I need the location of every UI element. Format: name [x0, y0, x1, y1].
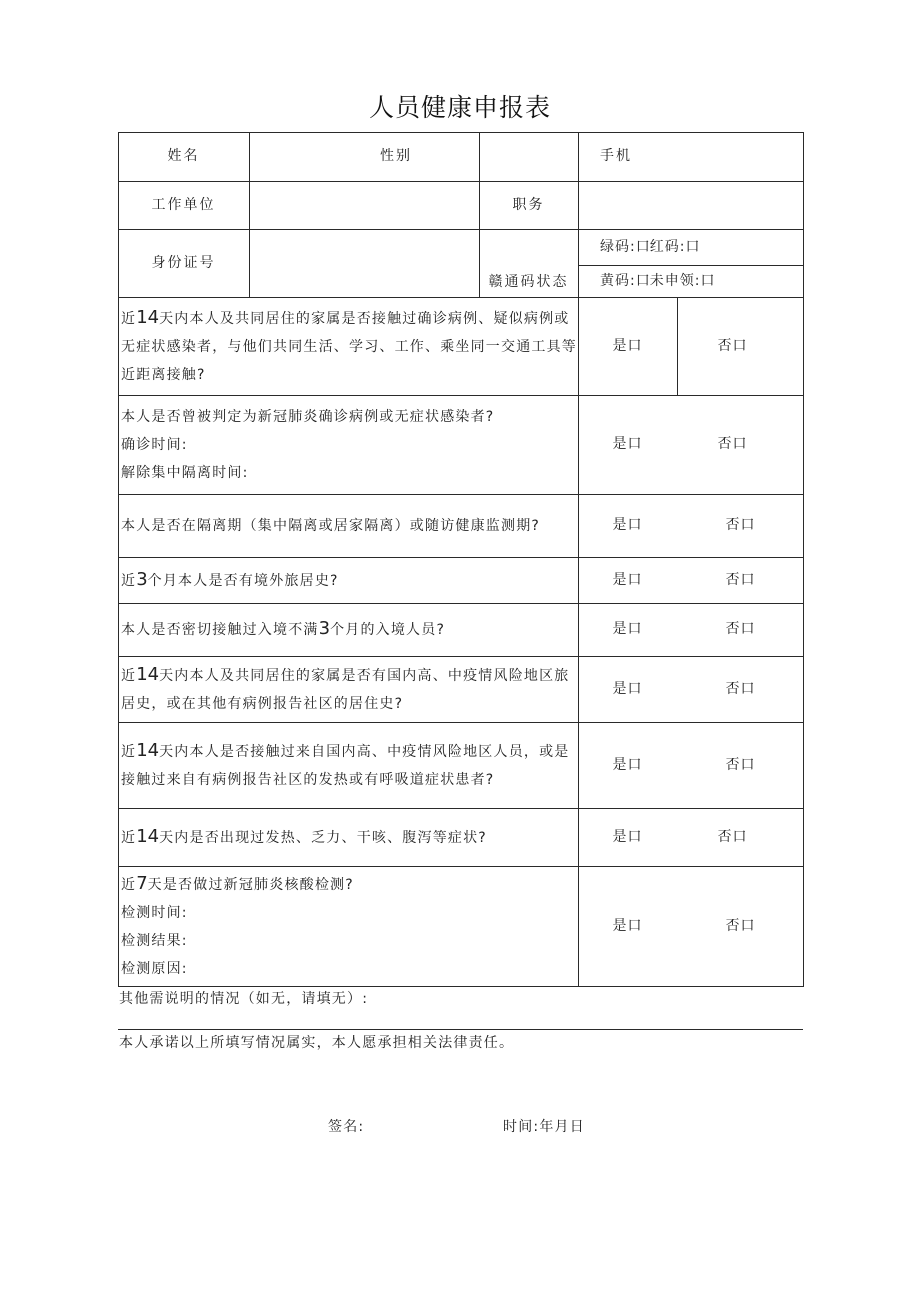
question-segment: 近 — [121, 876, 137, 893]
checkbox-icon: 口 — [740, 571, 755, 588]
commitment-statement: 本人承诺以上所填写情况属实，本人愿承担相关法律责任。 — [119, 1035, 515, 1051]
question-text — [121, 722, 575, 808]
yes-label: 是 — [612, 828, 628, 845]
green-code-option[interactable] — [600, 239, 650, 256]
question-segment: 近 — [121, 829, 137, 846]
question-segment: 检测时间: — [121, 904, 188, 921]
no-label: 否 — [717, 337, 733, 354]
work-unit-input[interactable] — [250, 182, 479, 229]
checkbox-icon: 口 — [627, 828, 642, 845]
question-segment: 本人是否在隔离期（集中隔离或居家隔离）或随访健康监测期? — [121, 517, 541, 534]
yellow-code-option[interactable] — [600, 273, 650, 290]
yes-label: 是 — [612, 680, 628, 697]
question-text — [121, 656, 575, 722]
no-option[interactable] — [700, 866, 780, 986]
question-text — [121, 557, 575, 603]
id-number-input[interactable] — [250, 230, 479, 297]
work-unit-label: 工作单位 — [151, 196, 216, 213]
yes-label: 是 — [612, 917, 628, 934]
yes-option[interactable] — [587, 557, 667, 603]
no-option[interactable] — [700, 656, 780, 722]
question-segment: 确诊时间: — [121, 436, 188, 453]
yes-option[interactable] — [587, 395, 667, 494]
gender-label: 性别 — [380, 148, 412, 165]
yes-label: 是 — [612, 756, 628, 773]
question-line — [121, 304, 575, 333]
question-line — [121, 512, 575, 540]
id-number-label: 身份证号 — [151, 254, 216, 271]
question-line — [121, 823, 575, 852]
question-text — [121, 494, 575, 557]
table-rule — [578, 297, 579, 987]
question-line — [121, 615, 575, 644]
question-line — [121, 566, 575, 595]
yes-option[interactable] — [587, 656, 667, 722]
question-segment: 接触过来自有病例报告社区的发热或有呼吸道症状患者? — [121, 771, 495, 788]
name-label: 姓名 — [167, 148, 200, 165]
checkbox-icon: 口 — [740, 621, 755, 638]
yes-label: 是 — [612, 436, 628, 453]
checkbox-icon: 口 — [627, 517, 642, 534]
no-label: 否 — [725, 621, 741, 638]
question-segment: 近距离接触? — [121, 366, 206, 383]
checkbox-icon: 口 — [732, 436, 747, 453]
no-label: 否 — [717, 828, 733, 845]
checkbox-icon: 口 — [627, 337, 642, 354]
question-line — [121, 870, 575, 899]
yes-label: 是 — [612, 337, 628, 354]
question-line — [121, 403, 575, 431]
code-status-options — [600, 265, 714, 297]
position-label: 职务 — [512, 196, 545, 213]
gender-input[interactable] — [480, 133, 578, 181]
question-number: 3 — [136, 568, 148, 590]
table-rule — [803, 132, 804, 987]
checkbox-icon: 口 — [627, 756, 642, 773]
other-notes-label: 其他需说明的情况（如无，请填无）: — [119, 991, 369, 1007]
question-text — [121, 603, 575, 656]
yes-option[interactable] — [587, 866, 667, 986]
question-line — [121, 333, 575, 361]
question-segment: 无症状感染者，与他们共同生活、学习、工作、乘坐同一交通工具等 — [121, 338, 577, 355]
checkbox-icon: 口 — [635, 272, 650, 289]
checkbox-icon: 口 — [627, 571, 642, 588]
table-rule — [118, 986, 804, 987]
no-option[interactable] — [692, 297, 772, 395]
checkbox-icon: 口 — [740, 756, 755, 773]
question-segment: 近 — [121, 667, 137, 684]
question-text — [121, 395, 575, 494]
question-number: 3 — [318, 618, 331, 639]
date-field — [503, 1116, 585, 1136]
no-option[interactable] — [692, 808, 772, 866]
question-segment: 本人是否曾被判定为新冠肺炎确诊病例或无症状感染者? — [121, 408, 495, 425]
question-segment: 居史，或在其他有病例报告社区的居住史? — [121, 695, 404, 712]
question-segment: 个月的入境人员? — [330, 622, 446, 638]
no-label: 否 — [725, 680, 741, 697]
question-line — [121, 361, 575, 389]
question-segment: 天内本人及共同居住的家属是否接触过确诊病例、疑似病例或 — [159, 310, 570, 327]
no-label: 否 — [725, 517, 741, 534]
unclaimed-code-option-label: 未申领: — [649, 272, 701, 289]
checkbox-icon: 口 — [627, 436, 642, 453]
yes-label: 是 — [612, 621, 628, 638]
code-status-options — [600, 229, 699, 265]
question-segment: 近 — [121, 572, 137, 589]
time-label: 时间: — [503, 1119, 540, 1135]
checkbox-icon: 口 — [740, 917, 755, 934]
yes-label: 是 — [612, 571, 628, 588]
question-segment: 天内是否出现过发热、乏力、干咳、腹泻等症状? — [159, 829, 487, 846]
checkbox-icon: 口 — [627, 917, 642, 934]
phone-input[interactable] — [651, 133, 803, 181]
signature-label: 签名: — [328, 1119, 365, 1135]
no-option[interactable] — [700, 557, 780, 603]
question-segment: 近 — [121, 743, 137, 760]
position-input[interactable] — [579, 182, 803, 229]
question-line — [121, 690, 575, 718]
question-number: 14 — [136, 306, 160, 328]
page-title: 人员健康申报表 — [368, 93, 551, 122]
checkbox-icon: 口 — [627, 680, 642, 697]
question-line — [121, 766, 575, 794]
checkbox-icon: 口 — [700, 272, 715, 289]
question-line — [121, 955, 575, 983]
question-segment: 天内本人及共同居住的家属是否有国内高、中疫情风险地区旅 — [159, 667, 570, 684]
code-status-label: 赣通码状态 — [488, 274, 569, 291]
question-text — [121, 297, 575, 395]
red-code-option[interactable] — [650, 239, 700, 256]
question-segment: 本人是否密切接触过入境不满 — [121, 622, 319, 638]
no-label: 否 — [725, 571, 741, 588]
name-input[interactable] — [250, 133, 360, 181]
unclaimed-code-option[interactable] — [650, 273, 715, 290]
checkbox-icon: 口 — [635, 238, 650, 255]
question-line — [121, 899, 575, 927]
question-line — [121, 661, 575, 690]
question-segment: 天是否做过新冠肺炎核酸检测? — [147, 876, 354, 893]
question-line — [121, 927, 575, 955]
question-text — [121, 866, 575, 986]
checkbox-icon: 口 — [627, 621, 642, 638]
phone-label: 手机 — [600, 148, 632, 165]
question-line — [121, 737, 575, 766]
question-number: 14 — [136, 739, 160, 761]
yes-option[interactable] — [587, 603, 667, 656]
question-segment: 天内本人是否接触过来自国内高、中疫情风险地区人员，或是 — [159, 743, 570, 760]
question-segment: 个月本人是否有境外旅居史? — [147, 572, 339, 589]
checkbox-icon: 口 — [740, 680, 755, 697]
no-option[interactable] — [692, 395, 772, 494]
checkbox-icon: 口 — [732, 828, 747, 845]
question-line — [121, 431, 575, 459]
question-number: 14 — [136, 663, 160, 685]
no-label: 否 — [717, 436, 733, 453]
question-number: 14 — [136, 825, 160, 847]
question-segment: 检测结果: — [121, 932, 188, 949]
green-code-option-label: 绿码: — [600, 238, 636, 255]
question-text — [121, 808, 575, 866]
checkbox-icon: 口 — [685, 238, 700, 255]
table-rule — [677, 297, 678, 396]
red-code-option-label: 红码: — [649, 238, 686, 255]
yes-option[interactable] — [587, 494, 667, 557]
no-option[interactable] — [700, 494, 780, 557]
no-option[interactable] — [700, 603, 780, 656]
checkbox-icon: 口 — [732, 337, 747, 354]
yes-option[interactable] — [587, 808, 667, 866]
no-option[interactable] — [700, 722, 780, 808]
no-label: 否 — [725, 756, 741, 773]
question-segment: 解除集中隔离时间: — [121, 464, 249, 481]
yes-option[interactable] — [587, 722, 667, 808]
question-segment: 近 — [121, 310, 137, 327]
question-number: 7 — [136, 872, 148, 894]
question-segment: 检测原因: — [121, 960, 188, 977]
no-label: 否 — [725, 917, 741, 934]
checkbox-icon: 口 — [740, 517, 755, 534]
yellow-code-option-label: 黄码: — [600, 272, 636, 289]
yes-option[interactable] — [587, 297, 667, 395]
question-line — [121, 459, 575, 487]
other-notes-underline — [118, 1029, 803, 1030]
yes-label: 是 — [612, 517, 628, 534]
date-text: 年月日 — [539, 1119, 585, 1135]
